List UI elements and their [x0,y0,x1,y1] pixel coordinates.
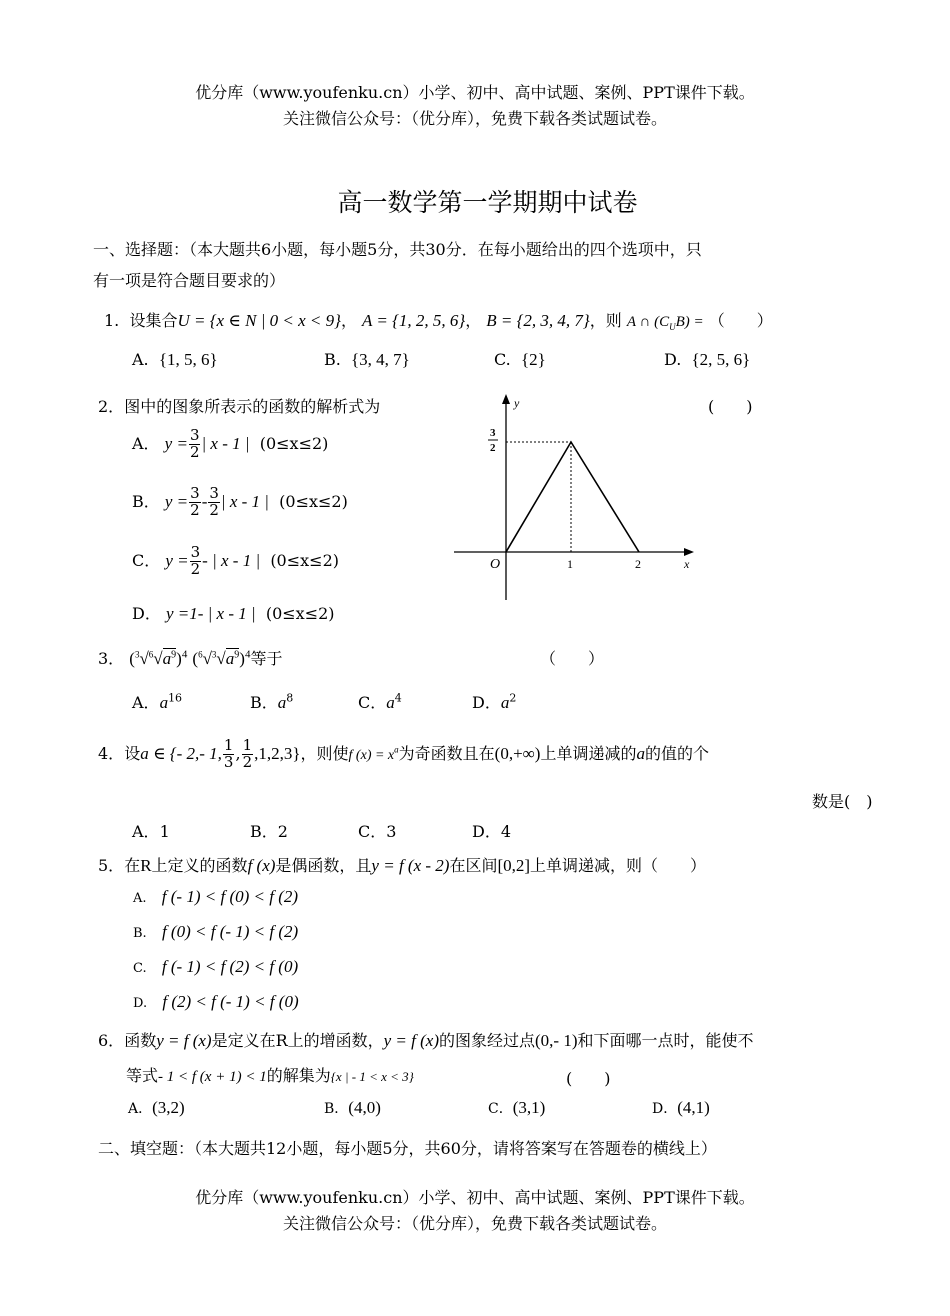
graph-x-label: x [684,557,690,571]
section2-heading: 二、填空题：（本大题共12小题，每小题5分，共60分，请将答案写在答题卷的横线上） [98,1139,717,1158]
q4-option-a: A．1 [132,822,170,841]
q2-option-d: D． y =1- | x - 1 | (0≤x≤2) [132,604,335,623]
graph-function-line [506,442,639,552]
q3-option-d: D．$a^2$ [472,691,517,712]
q1-stem-post: ，则 [589,311,622,330]
section1-heading-cont: 有一项是符合题目要求的） [93,271,286,290]
q2-option-b: B． y = $\frac{3}{2}$ - $\frac{3}{2}$ | x - 1 | (0≤x≤2) [132,484,348,519]
q3-option-c: C．$a^4$ [358,691,402,712]
q1-expr: A ∩ $(C_UB)$ = [626,314,704,332]
q4-cont: 数是( ) [812,792,873,811]
q3-paren: （ ） [540,649,605,668]
q4-option-d: D．4 [472,822,512,841]
q1-paren: （ ） [708,311,773,330]
q1-option-d: D. {2, 5, 6} [664,350,751,369]
q2-stem: 2．图中的图象所表示的函数的解析式为 [98,397,381,416]
q3-option-b: B．$a^8$ [250,691,294,712]
q3-expr-part1: $(^3√^6√a^9)^4$ [129,648,188,668]
q4-option-b: B．2 [250,822,288,841]
q4-stem: 4．设a ∈ {- 2,- 1, $\frac{1}{3}$ , $\frac{1}{2}$ ,1,2,3}，则使f $(x) = x^a$为奇函数且在(0,+∞)上单调递减的a的值的个 [98,736,709,771]
q6-option-a: A．(3,2) [128,1098,185,1117]
graph-y-label: y [514,396,520,410]
q6-stem-cont: 等式- 1 < f (x + 1) < 1的解集为{x | - 1 < x < 3} [126,1066,414,1085]
graph-tick-1: 1 [567,557,573,571]
header-line-2: 关注微信公众号：（优分库），免费下载各类试题试卷。 [282,109,667,128]
q1-set-u: U = {x ∈ N | 0 < x < 9} [177,311,341,330]
q1-stem: 1. 设集合U = {x ∈ N | 0 < x < 9}， A = {1, 2, 5, 6}， B = {2, 3, 4, 7}，则 A ∩ $(C_UB)$ = （ ） [104,311,773,332]
q5-stem: 5．在R上定义的函数f (x)是偶函数，且y = f (x - 2)在区间[0,2]上单调递减，则（ ） [98,856,707,875]
q1-option-c: C. {2} [494,350,546,369]
q6-option-c: C．(3,1) [488,1098,546,1117]
footer-line-1: 优分库（www.youfenku.cn）小学、初中、高中试题、案例、PPT课件下载。 [195,1188,755,1207]
q5-option-d: D. f (2) < f (- 1) < f (0) [133,992,299,1011]
q6-stem: 6．函数y = f (x)是定义在R上的增函数，y = f (x)的图象经过点(0,- 1)和下面哪一点时，能使不 [98,1031,754,1050]
q2-option-c: C． y = $\frac{3}{2}$ - | x - 1 | (0≤x≤2) [132,543,339,578]
q5-option-c: C. f (- 1) < f (2) < f (0) [133,957,299,976]
q2-graph [450,390,700,605]
section1-heading: 一、选择题：（本大题共6小题，每小题5分，共30分．在每小题给出的四个选项中，只 [93,240,702,259]
q3-option-a: A．$a^{16}$ [132,691,183,712]
graph-tick-y-den: 2 [490,442,496,454]
q1-stem-pre: 设集合 [129,311,178,330]
q5-option-a: A. f (- 1) < f (0) < f (2) [133,887,299,906]
q3-expr-part2: $(^6√^3√a^9)^4$ [192,648,251,668]
q1-option-a: A. {1, 5, 6} [132,350,218,369]
q1-option-b: B. {3, 4, 7} [324,350,410,369]
q3-stem: 3． $(^3√^6√a^9)^4$ $(^6√^3√a^9)^4$等于 [98,648,283,668]
q6-option-d: D．(4,1) [652,1098,710,1117]
q1-set-b: B = {2, 3, 4, 7} [486,311,590,330]
graph-y-arrow [502,394,510,404]
q2-option-a: A． y = $\frac{3}{2}$ | x - 1 | (0≤x≤2) [132,426,329,461]
graph-x-arrow [684,548,694,556]
q6-paren: ( ) [566,1069,611,1088]
footer-line-2: 关注微信公众号：（优分库），免费下载各类试题试卷。 [282,1214,667,1233]
graph-origin-label: O [490,557,501,572]
q4-option-c: C．3 [358,822,397,841]
q2-paren: ( ) [708,397,753,416]
q5-option-b: B. f (0) < f (- 1) < f (2) [133,922,299,941]
page-title: 高一数学第一学期期中试卷 [337,188,638,217]
q1-set-a: A = {1, 2, 5, 6} [362,311,466,330]
graph-tick-y-num: 3 [490,427,496,439]
header-line-1: 优分库（www.youfenku.cn）小学、初中、高中试题、案例、PPT课件下载。 [195,83,755,102]
q1-num: 1. [104,311,120,330]
graph-tick-2: 2 [635,557,641,571]
q6-option-b: B．(4,0) [324,1098,381,1117]
